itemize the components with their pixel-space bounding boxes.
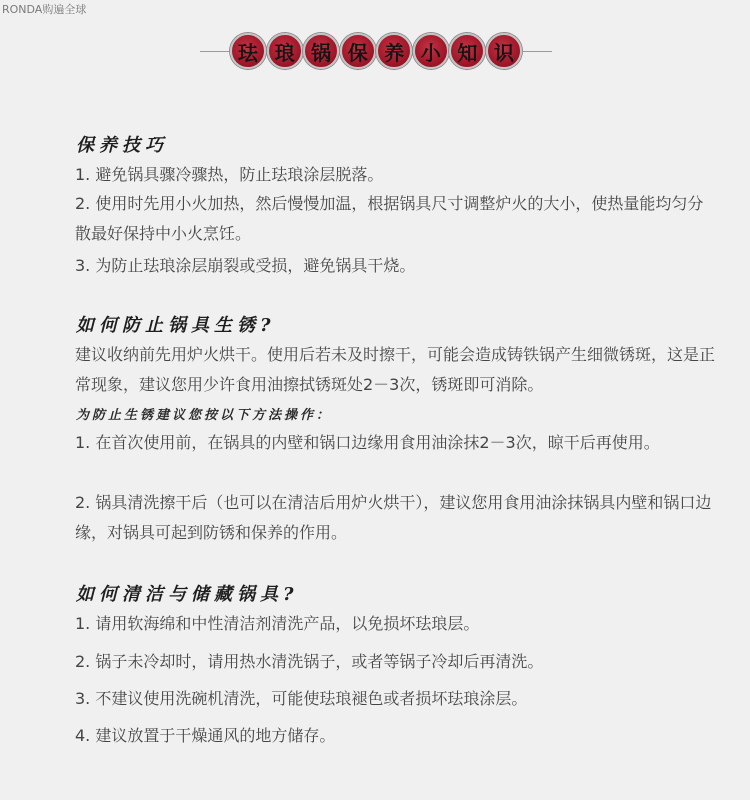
care-tip-item: 3. 为防止珐琅涂层崩裂或受损，避免锅具干烧。: [75, 256, 416, 275]
rust-item: 2. 锅具清洗擦干后（也可以在清洁后用炉火烘干），建议您用食用油涂抹锅具内壁和锅口边缘，对锅具可起到防锈和保养的作用。: [75, 493, 712, 542]
care-tips-title: 保养技巧: [76, 135, 168, 156]
banner-char: 知: [449, 33, 485, 69]
banner-rule-right: [522, 51, 552, 52]
banner-rule-left: [200, 51, 230, 52]
banner-char: 识: [486, 33, 522, 69]
banner-characters: [230, 26, 522, 76]
rust-title: 如何防止锅具生锈?: [76, 315, 276, 336]
care-tip-item: 1. 避免锅具骤冷骤热，防止珐琅涂层脱落。: [75, 165, 384, 184]
care-tip-item: 2. 使用时先用小火加热，然后慢慢加温，根据锅具尺寸调整炉火的大小，使热量能均匀分散最好保持中小火烹饪。: [75, 194, 704, 243]
watermark: RONDA购遍全球: [2, 3, 87, 16]
cleaning-item: 2. 锅子未冷却时，请用热水清洗锅子，或者等锅子冷却后再清洗。: [75, 652, 544, 671]
banner-char: 珐: [230, 33, 266, 69]
banner-char: 保: [340, 33, 376, 69]
cleaning-title: 如何清洁与储藏锅具?: [76, 584, 299, 605]
cleaning-item: 4. 建议放置于干燥通风的地方储存。: [75, 726, 336, 745]
rust-item: 1. 在首次使用前，在锅具的内壁和锅口边缘用食用油涂抹2－3次，晾干后再使用。: [75, 433, 660, 452]
rust-note: 为防止生锈建议您按以下方法操作：: [76, 408, 333, 423]
cleaning-item: 1. 请用软海绵和中性清洁剂清洗产品，以免损坏珐琅层。: [75, 614, 480, 633]
banner-char: 锅: [303, 33, 339, 69]
rust-intro: 建议收纳前先用炉火烘干。使用后若未及时擦干，可能会造成铸铁锅产生细微锈斑，这是正常现象，建议您用少许食用油擦拭锈斑处2－3次，锈斑即可消除。: [75, 345, 716, 394]
banner-char: 养: [376, 33, 412, 69]
cleaning-item: 3. 不建议使用洗碗机清洗，可能使珐琅褪色或者损坏珐琅涂层。: [75, 689, 528, 708]
title-banner: [0, 26, 750, 76]
banner-char: 琅: [267, 33, 303, 69]
banner-char: 小: [413, 33, 449, 69]
